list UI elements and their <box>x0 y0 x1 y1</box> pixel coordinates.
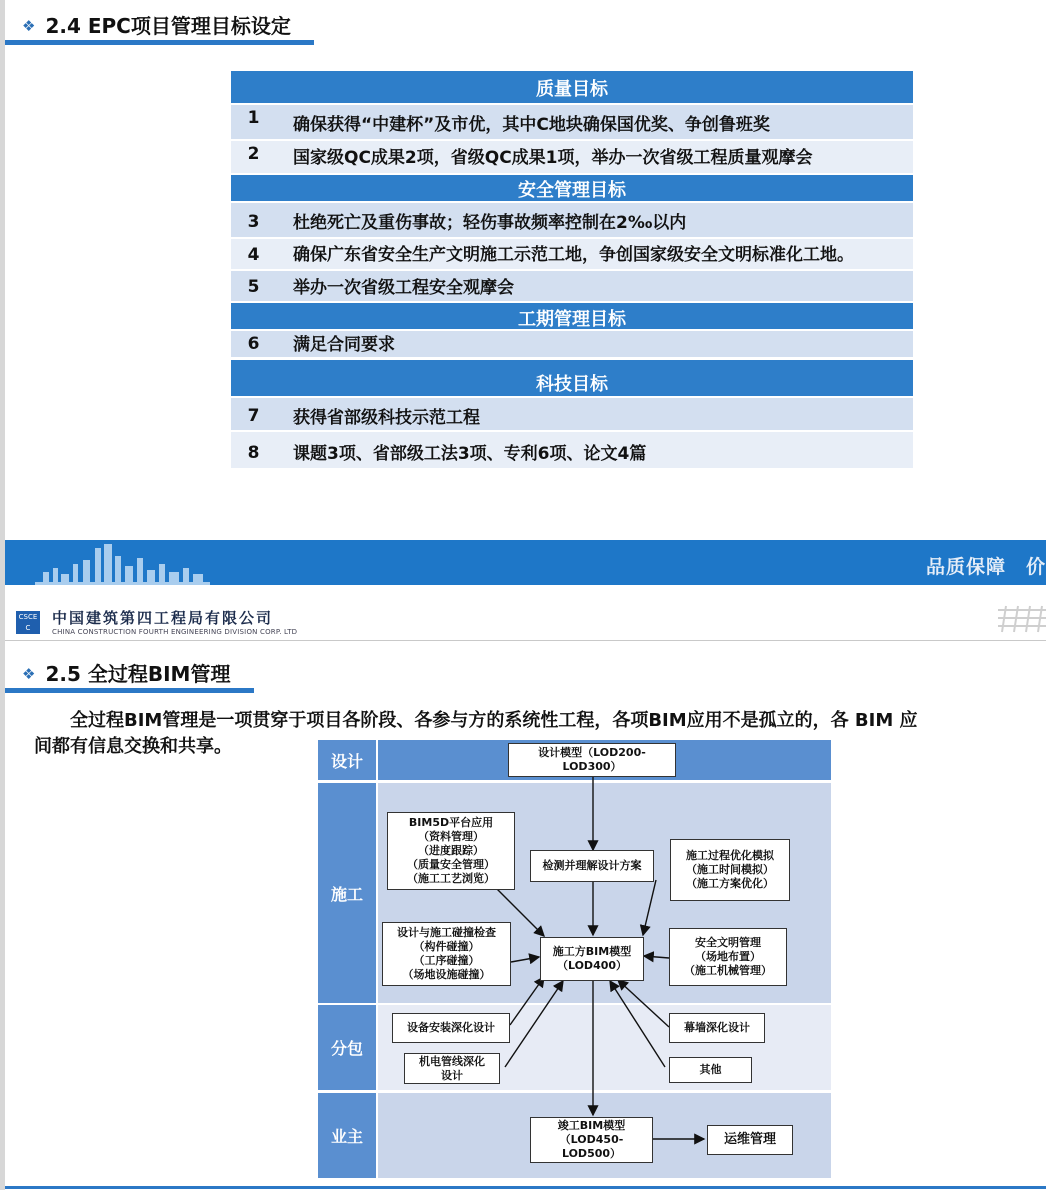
company-name-en: CHINA CONSTRUCTION FOURTH ENGINEERING DIVISION CORP. LTD <box>52 628 298 636</box>
section-title-text: EPC项目管理目标设定 <box>87 14 291 38</box>
other-box: 其他 <box>669 1057 752 1083</box>
lane-label-owner: 业主 <box>318 1093 376 1178</box>
table-row: 5 举办一次省级工程安全观摩会 <box>231 271 913 301</box>
operations-management-box: 运维管理 <box>707 1125 793 1155</box>
diamond-bullet-icon: ❖ <box>22 665 36 683</box>
table-row: 6 满足合同要求 <box>231 331 913 357</box>
band-slogan: 品质保障 价 <box>925 556 1046 578</box>
table-row: 3 杜绝死亡及重伤事故；轻伤事故频率控制在2‰以内 <box>231 203 913 237</box>
section-title-2-5 <box>22 658 230 687</box>
table-row: 4 确保广东省安全生产文明施工示范工地，争创国家级安全文明标准化工地。 <box>231 239 913 269</box>
city-skyline-icon <box>35 542 215 585</box>
page-left-edge <box>0 0 5 1190</box>
table-row: 7 获得省部级科技示范工程 <box>231 398 913 430</box>
completion-bim-model-box: 竣工BIM模型 （LOD450- LOD500） <box>530 1117 653 1163</box>
section-number: 2.5 <box>45 662 81 686</box>
section-number: 2.4 <box>45 14 81 38</box>
company-logo-icon: CSCEC <box>16 611 40 634</box>
check-design-box: 检测并理解设计方案 <box>530 850 654 882</box>
section-title-2-4 <box>22 10 291 39</box>
curtain-wall-design-box: 幕墙深化设计 <box>669 1013 765 1043</box>
decorative-hatch-icon <box>998 604 1046 634</box>
title-underline <box>5 688 254 693</box>
section-title-text: 全过程BIM管理 <box>87 662 231 686</box>
bim-process-diagram <box>318 740 831 1178</box>
safety-header: 安全管理目标 <box>231 175 913 201</box>
equipment-design-box: 设备安装深化设计 <box>392 1013 510 1043</box>
table-row: 2 国家级QC成果2项，省级QC成果1项，举办一次省级工程质量观摩会 <box>231 141 913 173</box>
design-model-box: 设计模型（LOD200- LOD300） <box>508 743 676 777</box>
intro-paragraph-line1: 全过程BIM管理是一项贯穿于项目各阶段、各参与方的系统性工程，各项BIM应用不是孤立的，各 BIM 应 <box>34 710 918 731</box>
diamond-bullet-icon: ❖ <box>22 17 36 35</box>
footer-band <box>5 540 1046 585</box>
contractor-bim-model-box: 施工方BIM模型 （LOD400） <box>540 937 644 981</box>
bim5d-platform-box: BIM5D平台应用 （资料管理） （进度跟踪） （质量安全管理） （施工工艺浏览） <box>387 812 515 890</box>
safety-management-box: 安全文明管理 （场地布置） （施工机械管理） <box>669 928 787 986</box>
company-name-cn: 中国建筑第四工程局有限公司 <box>52 609 274 627</box>
quality-header: 质量目标 <box>231 71 913 103</box>
lane-label-construction: 施工 <box>318 783 376 1003</box>
process-optimization-box: 施工过程优化模拟 （施工时间模拟） （施工方案优化） <box>670 839 790 901</box>
lane-label-subcontract: 分包 <box>318 1005 376 1090</box>
schedule-header: 工期管理目标 <box>231 303 913 329</box>
table-row: 8 课题3项、省部级工法3项、专利6项、论文4篇 <box>231 432 913 468</box>
intro-paragraph-line2: 间都有信息交换和共享。 <box>34 736 232 757</box>
bottom-accent-line <box>5 1186 1046 1189</box>
table-row: 1 确保获得“中建杯”及市优，其中C地块确保国优奖、争创鲁班奖 <box>231 105 913 139</box>
lane-label-design: 设计 <box>318 740 376 780</box>
title-underline <box>5 40 314 45</box>
tech-header: 科技目标 <box>231 360 913 396</box>
clash-check-box: 设计与施工碰撞检查 （构件碰撞） （工序碰撞） （场地设施碰撞） <box>382 922 511 986</box>
mep-design-box: 机电管线深化 设计 <box>404 1053 500 1084</box>
header-divider <box>5 640 1046 641</box>
